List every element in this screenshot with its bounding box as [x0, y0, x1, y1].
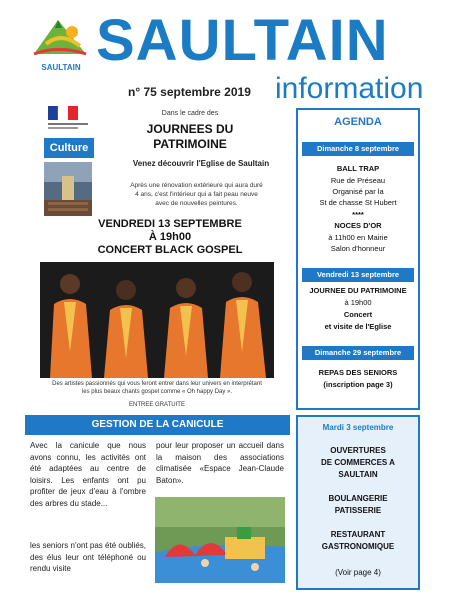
agenda-line: St de chasse St Hubert: [319, 198, 397, 207]
water-games-photo: [155, 497, 285, 583]
saultain-logo: [28, 14, 94, 82]
patrimoine-intro: Dans le cadre des: [161, 110, 219, 117]
agenda-line: à 11h00 en Mairie: [328, 233, 388, 242]
agenda-title: AGENDA: [334, 116, 382, 128]
agenda-separator: ****: [352, 210, 364, 219]
patrimoine-heading-line1: JOURNEES DU: [146, 122, 234, 136]
agenda-line: à 19h00: [344, 298, 372, 307]
commerce-bakery: BOULANGERIE: [328, 494, 388, 503]
commerce-line: OUVERTURES: [330, 446, 386, 455]
agenda-line: Concert: [343, 310, 373, 319]
agenda-line: Rue de Préseau: [330, 176, 386, 185]
issue-number: n° 75 septembre 2019: [128, 85, 251, 99]
caption-line2: les plus beaux chants gospel comme « Oh happy Day ».: [81, 389, 233, 395]
culture-badge: Culture: [44, 138, 94, 158]
agenda-date-1: Dimanche 8 septembre: [302, 142, 414, 156]
agenda-item-seniors: REPAS DES SENIORS: [318, 368, 398, 377]
patrimoine-discover: Venez découvrir l'Eglise de Saultain: [132, 159, 270, 168]
gospel-choir-photo: [40, 262, 274, 378]
agenda-date-2: Vendredi 13 septembre: [302, 268, 414, 282]
gestion-col2: pour leur proposer un accueil dans la maison des associations climatisée «Espace Jean-Claude Baton».: [156, 441, 284, 485]
agenda-line: et visite de l'Eglise: [324, 322, 392, 331]
commerce-bakery-line: PATISSERIE: [334, 506, 382, 515]
commerce-openings-box: [296, 415, 420, 590]
event-name: CONCERT BLACK GOSPEL: [97, 244, 243, 256]
agenda-line: (inscription page 3): [323, 380, 393, 389]
agenda-item-balltrap: BALL TRAP: [336, 164, 380, 173]
agenda-item-patrimoine: JOURNEE DU PATRIMOINE: [309, 286, 407, 295]
concert-announcement: [40, 218, 300, 257]
agenda-box: [296, 108, 420, 410]
event-date: VENDREDI 13 SEPTEMBRE: [98, 218, 242, 230]
patrimoine-heading: [130, 122, 250, 152]
see-page-4-link[interactable]: (Voir page 4): [335, 568, 381, 577]
event-time: À 19h00: [148, 231, 192, 243]
patrimoine-renovation: [104, 181, 289, 208]
newsletter-title: SAULTAIN: [96, 8, 389, 73]
commerce-line: SAULTAIN: [338, 470, 378, 479]
renovation-line2: 4 ans, c'est l'intérieur qui a fait peau neuve: [135, 191, 258, 198]
renovation-line1: Après une rénovation extérieure qui aura duré: [130, 182, 263, 189]
choir-caption: [40, 380, 274, 396]
renovation-line3: avec de nouvelles peintures.: [155, 200, 238, 207]
gestion-col1-p1: Avec la canicule que nous avons connu, les activités ont été adaptées au centre de loisirs. Les enfants ont pu profiter de jeux d'eau à l'ombre des arbres du stade...: [30, 441, 146, 508]
agenda-item-noces: NOCES D'OR: [334, 221, 382, 230]
free-entry: ENTREE GRATUITE: [129, 402, 185, 408]
commerce-restaurant-line: GASTRONOMIQUE: [321, 542, 395, 551]
commerce-restaurant: RESTAURANT: [330, 530, 386, 539]
commerce-date: Mardi 3 septembre: [322, 423, 394, 432]
agenda-line: Salon d'honneur: [330, 244, 386, 253]
logo-caption: SAULTAIN: [41, 63, 81, 72]
caption-line1: Des artistes passionnés qui vous feront entrer dans leur univers en interprétant: [52, 381, 262, 387]
commerce-line: DE COMMERCES A: [321, 458, 395, 467]
agenda-date-3: Dimanche 29 septembre: [302, 346, 414, 360]
newsletter-subtitle: information: [275, 72, 424, 105]
gestion-heading: GESTION DE LA CANICULE: [25, 415, 290, 435]
church-interior-photo: [44, 162, 92, 216]
agenda-line: Organisé par la: [332, 187, 384, 196]
patrimoine-heading-line2: PATRIMOINE: [153, 137, 227, 151]
gestion-col1-p2: les seniors n'ont pas été oubliés, des élus leur ont téléphoné ou rendu visite: [30, 541, 146, 573]
republique-francaise-icon: [44, 104, 94, 134]
